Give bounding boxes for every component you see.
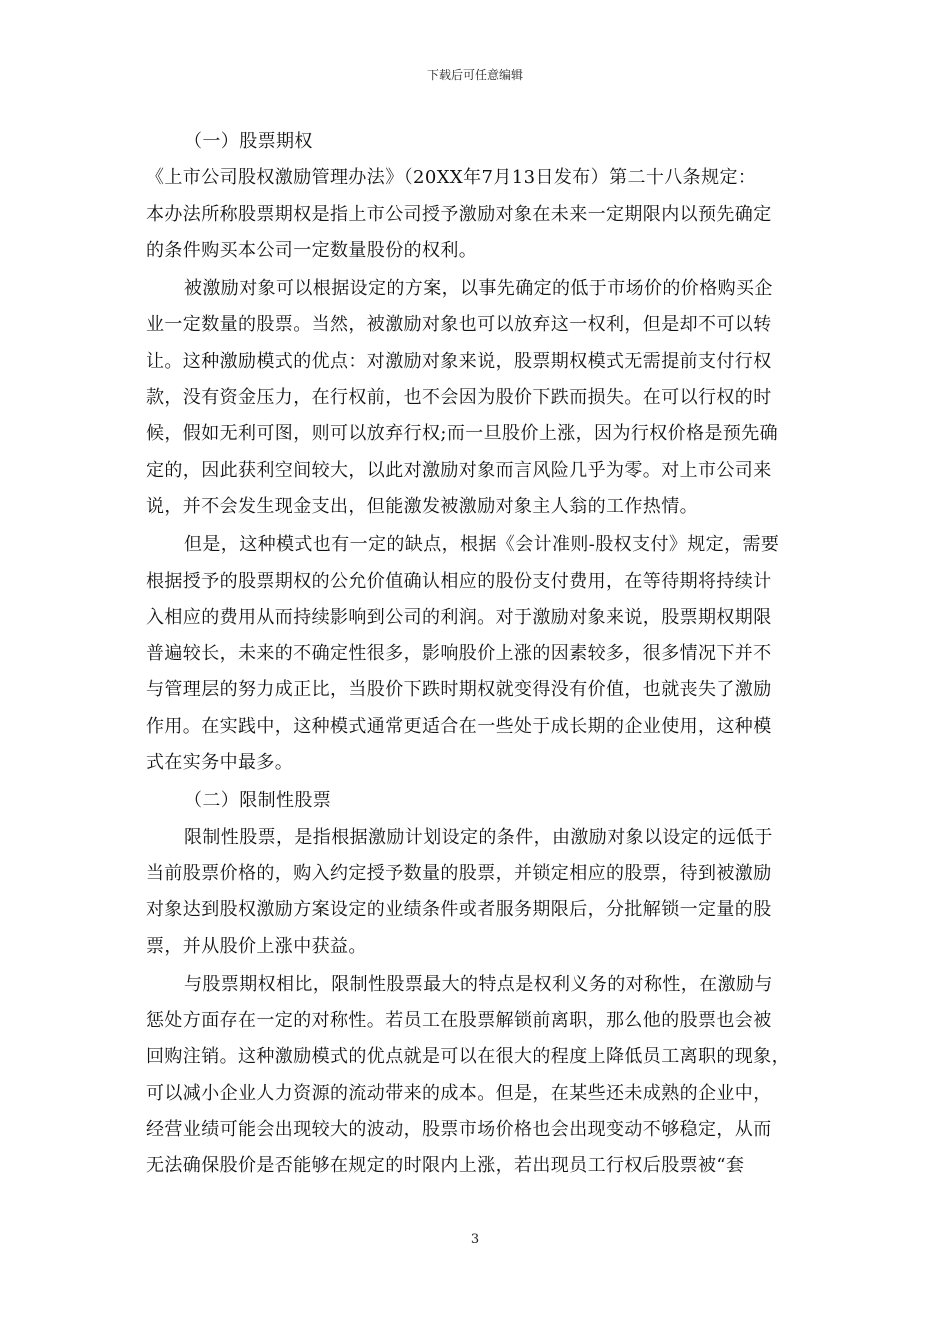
paragraph-line: 被激励对象可以根据设定的方案，以事先确定的低于市场价的价格购买企: [184, 278, 773, 300]
paragraph-line: 经营业绩可能会出现较大的波动，股票市场价格也会出现变动不够稳定，从而: [146, 1119, 772, 1141]
paragraph-line: 与管理层的努力成正比，当股价下跌时期权就变得没有价值，也就丧失了激励: [146, 679, 772, 701]
paragraph-line: 惩处方面存在一定的对称性。若员工在股票解锁前离职，那么他的股票也会被: [146, 1010, 772, 1032]
paragraph-line: 回购注销。这种激励模式的优点就是可以在很大的程度上降低员工离职的现象，: [146, 1046, 790, 1068]
paragraph-line: 候，假如无利可图，则可以放弃行权;而一旦股价上涨，因为行权价格是预先确: [146, 423, 779, 445]
paragraph-line: 无法确保股价是否能够在规定的时限内上涨，若出现员工行权后股票被“套: [146, 1155, 745, 1177]
paragraph-line: 入相应的费用从而持续影响到公司的利润。对于激励对象来说，股票期权期限: [146, 606, 772, 628]
page-header: 下载后可任意编辑: [426, 68, 523, 82]
page-number: 3: [470, 1232, 480, 1247]
paragraph-line: 式在实务中最多。: [146, 752, 294, 774]
paragraph-line: 让。这种激励模式的优点：对激励对象来说，股票期权模式无需提前支付行权: [146, 350, 772, 372]
paragraph-line: 限制性股票，是指根据激励计划设定的条件，由激励对象以设定的远低于: [184, 826, 773, 848]
paragraph-line: 当前股票价格的，购入约定授予数量的股票，并锁定相应的股票，待到被激励: [146, 862, 772, 884]
paragraph-line: 票，并从股价上涨中获益。: [146, 935, 367, 957]
paragraph-line: 对象达到股权激励方案设定的业绩条件或者服务期限后，分批解锁一定量的股: [146, 899, 772, 921]
section-heading-restricted-stock: （二）限制性股票: [184, 790, 332, 812]
document-body: [146, 124, 806, 1185]
paragraph-line: 根据授予的股票期权的公允价值确认相应的股份支付费用，在等待期将持续计: [146, 570, 772, 592]
paragraph-line: 业一定数量的股票。当然，被激励对象也可以放弃这一权利，但是却不可以转: [146, 314, 772, 336]
paragraph-line: 可以减小企业人力资源的流动带来的成本。但是，在某些还未成熟的企业中，: [146, 1082, 772, 1104]
paragraph-line: 作用。在实践中，这种模式通常更适合在一些处于成长期的企业使用，这种模: [146, 715, 772, 737]
paragraph-line: 与股票期权相比，限制性股票最大的特点是权利义务的对称性，在激励与: [184, 973, 773, 995]
paragraph-line: 普遍较长，未来的不确定性很多，影响股价上涨的因素较多，很多情况下并不: [146, 643, 772, 665]
paragraph-line: 本办法所称股票期权是指上市公司授予激励对象在未来一定期限内以预先确定: [146, 203, 772, 225]
paragraph-line: 款，没有资金压力，在行权前，也不会因为股价下跌而损失。在可以行权的时: [146, 387, 772, 409]
paragraph-line: 定的，因此获利空间较大，以此对激励对象而言风险几乎为零。对上市公司来: [146, 459, 772, 481]
paragraph-line: 的条件购买本公司一定数量股份的权利。: [146, 239, 478, 261]
paragraph-line: 《上市公司股权激励管理办法》（20XX年7月13日发布）第二十八条规定：: [146, 167, 757, 189]
paragraph-line: 但是，这种模式也有一定的缺点，根据《会计准则-股权支付》规定，需要: [184, 534, 780, 556]
paragraph-line: 说，并不会发生现金支出，但能激发被激励对象主人翁的工作热情。: [146, 495, 698, 517]
section-heading-stock-options: （一）股票期权: [184, 131, 313, 152]
